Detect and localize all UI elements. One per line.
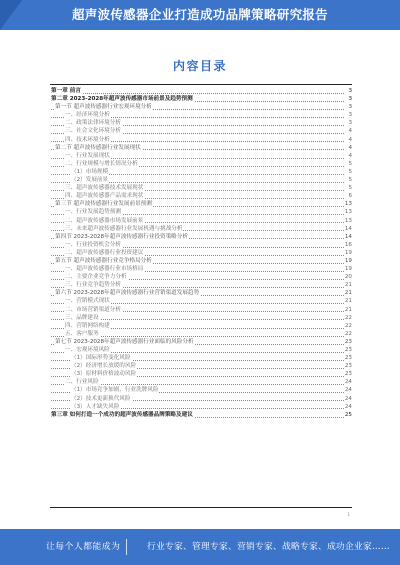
toc-entry-page: 3 (348, 96, 352, 103)
toc-entry-page: 3 (348, 112, 352, 119)
toc-entry-label: 二、行业风险 (65, 379, 99, 386)
toc-entry-label: 一、行业投资机会分析 (65, 241, 121, 248)
toc-entry[interactable] (51, 208, 352, 216)
toc-entry-page: 5 (348, 185, 352, 192)
toc-entry-page: 5 (348, 177, 352, 184)
toc-entry-label: （1）市场规模 (71, 168, 109, 175)
toc-entry[interactable] (51, 281, 352, 289)
toc-entry[interactable] (51, 127, 352, 135)
toc-entry-page: 4 (348, 136, 352, 143)
report-footer-banner (0, 529, 400, 565)
footer-slogan-right: 行业专家、管理专家、营销专家、战略专家、成功企业家…… (147, 542, 390, 552)
toc-entry[interactable] (51, 265, 352, 273)
toc-entry[interactable] (51, 378, 352, 386)
toc-entry-label: 第三节 超声波传感器行业发展前景预测 (55, 201, 152, 208)
toc-entry-label: 二、超声波传感器行业投资建议 (65, 249, 144, 256)
report-header-banner (0, 0, 400, 30)
toc-entry[interactable] (51, 257, 352, 265)
toc-entry-page: 16 (344, 241, 352, 248)
toc-entry-label: （1）市场竞争加剧、行业洗牌风险 (71, 387, 159, 394)
toc-entry[interactable] (51, 370, 352, 378)
toc-entry-page: 6 (348, 193, 352, 200)
toc-entry[interactable] (51, 354, 352, 362)
toc-entry-label: 一、宏观环境风险 (65, 347, 110, 353)
toc-entry-page: 25 (344, 411, 352, 418)
toc-entry-page: 22 (344, 330, 352, 337)
toc-entry[interactable] (51, 225, 352, 233)
toc-entry-label: 第五节 超声波传感器行业竞争格局分析 (55, 257, 152, 264)
toc-entry[interactable] (51, 386, 352, 394)
toc-entry-label: 第三章 如何打造一个成功的超声波传感器品牌策略及建议 (51, 411, 193, 418)
toc-entry-page: 24 (344, 387, 352, 394)
toc-entry[interactable] (51, 103, 352, 111)
toc-entry-label: 第七节 2023-2028年超声波传感器行业面临的风险分析 (55, 338, 194, 345)
toc-entry-label: 一、经济环境分析 (65, 112, 110, 119)
toc-entry-page: 22 (344, 314, 352, 321)
toc-entry[interactable] (51, 152, 352, 160)
toc-entry[interactable] (51, 322, 352, 330)
toc-entry-label: 第二章 2023-2028年超声波传感器市场前景及趋势预测 (51, 96, 193, 103)
toc-entry-label: 第二节 超声波传感器行业发展现状 (55, 144, 141, 151)
toc-entry[interactable] (51, 403, 352, 411)
toc-entry[interactable] (51, 306, 352, 314)
toc-entry[interactable] (51, 160, 352, 168)
toc-entry[interactable] (51, 119, 352, 127)
toc-top-divider (50, 84, 352, 85)
toc-entry[interactable] (51, 241, 352, 249)
toc-entry[interactable] (51, 95, 352, 103)
toc-entry-label: 二、行业规模与增长情况分析 (65, 160, 138, 167)
toc-entry[interactable] (51, 184, 352, 192)
page-number: 1 (347, 512, 350, 517)
toc-entry-label: （1）国际形势变化风险 (71, 355, 131, 362)
toc-entry[interactable] (51, 330, 352, 338)
toc-bottom-divider (50, 507, 352, 508)
toc-entry-page: 24 (344, 379, 352, 386)
report-title: 超声波传感器企业打造成功品牌策略研究报告 (71, 7, 328, 22)
toc-entry[interactable] (51, 168, 352, 176)
toc-entry-page: 5 (348, 168, 352, 175)
toc-entry-page: 21 (344, 306, 352, 313)
toc-entry-page: 21 (344, 282, 352, 289)
footer-slogan-left: 让每个人都能成为 (46, 542, 121, 552)
toc-entry[interactable] (51, 176, 352, 184)
toc-entry-label: 三、行业竞争趋势分析 (65, 282, 121, 289)
toc-leader-dots (51, 93, 344, 94)
toc-entry[interactable] (51, 136, 352, 144)
toc-entry-page: 23 (344, 338, 352, 345)
toc-entry-label: 三、社会文化环境分析 (65, 128, 121, 135)
toc-entry-label: 四、超声波传感器产品需求现状 (65, 193, 144, 200)
toc-entry-page: 5 (348, 160, 352, 167)
toc-entry-label: 四、技术环境分析 (65, 136, 110, 143)
toc-entry-label: 一、超声波传感器行业市场格局 (65, 266, 144, 273)
toc-entry[interactable] (51, 338, 352, 346)
toc-entry[interactable] (51, 192, 352, 200)
toc-entry-page: 24 (344, 403, 352, 410)
toc-entry-label: 二、主要企业竞争力分析 (65, 274, 127, 281)
toc-entry-label: 四、营销网络构建 (65, 322, 110, 329)
toc-entry[interactable] (51, 289, 352, 297)
toc-entry[interactable] (51, 217, 352, 225)
toc-entry-label: 三、未来超声波传感器行业发展机遇与挑战分析 (65, 225, 183, 232)
toc-entry-page: 19 (344, 257, 352, 264)
toc-entry-label: 第四节 2023-2028年超声波传感器行业投资策略分析 (55, 233, 188, 240)
toc-entry-page: 23 (344, 347, 352, 353)
toc-entry-page: 3 (348, 120, 352, 127)
toc-entry[interactable] (51, 346, 352, 354)
toc-entry-label: 第六节 2023-2028年超声波传感器行业营销渠道发展趋势 (55, 290, 200, 297)
toc-entry-label: 三、超声波传感器技术发展现状 (65, 185, 144, 192)
toc-entry-page: 19 (344, 266, 352, 273)
toc-entry[interactable] (51, 144, 352, 152)
toc-entry-label: 二、超声波传感器市场发展前景 (65, 217, 144, 224)
toc-entry-page: 4 (348, 144, 352, 151)
toc-entry-page: 13 (344, 217, 352, 224)
toc-entry-label: 二、市场营销渠道分析 (65, 306, 121, 313)
toc-entry-page: 14 (344, 225, 352, 232)
toc-entry[interactable] (51, 249, 352, 257)
toc-entry-page: 19 (344, 249, 352, 256)
toc-entry-page: 14 (344, 233, 352, 240)
toc-entry-page: 23 (344, 371, 352, 378)
toc-entry[interactable] (51, 111, 352, 119)
toc-entry-page: 20 (344, 274, 352, 281)
toc-entry-page: 4 (348, 128, 352, 135)
toc-entry-page: 3 (348, 104, 352, 111)
toc-entry[interactable] (51, 297, 352, 305)
toc-entry-label: （2）技术更新换代风险 (71, 395, 131, 402)
toc-entry[interactable] (51, 87, 352, 95)
toc-entry-page: 21 (344, 298, 352, 305)
toc-entry-label: 二、政策法律环境分析 (65, 120, 121, 127)
toc-entry-label: （3）原材料价格波动风险 (71, 371, 137, 378)
toc-entry-label: 三、品牌建设 (65, 314, 99, 321)
toc-heading: 内容目录 (172, 59, 227, 73)
toc-entry-label: 第一节 超声波传感器行业宏观环境分析 (55, 104, 152, 111)
toc-entry[interactable] (51, 314, 352, 322)
footer-divider (126, 539, 127, 555)
toc-entry-page: 21 (344, 290, 352, 297)
toc-entry-label: 五、客户服务 (65, 330, 99, 337)
toc-entry-label: 一、营销模式现状 (65, 298, 110, 305)
toc-entry-label: （2）经济增长放缓的风险 (71, 363, 137, 370)
toc-entry-label: （2）发展前景 (71, 177, 109, 184)
toc-entry-page: 3 (348, 88, 352, 94)
toc-entry-page: 23 (344, 355, 352, 362)
toc-entry-page: 13 (344, 201, 352, 208)
toc-entry[interactable] (51, 273, 352, 281)
toc-entry[interactable] (51, 411, 352, 419)
toc-entry[interactable] (51, 200, 352, 208)
toc-entry[interactable] (51, 395, 352, 403)
toc-entry-label: 一、行业发展趋势预测 (65, 209, 121, 216)
toc-entry-page: 23 (344, 363, 352, 370)
toc-entry-label: 一、行业发展现状 (65, 152, 110, 159)
toc-entry[interactable] (51, 233, 352, 241)
toc-entry-label: （3）人才缺失风险 (71, 403, 120, 410)
table-of-contents (51, 87, 352, 419)
toc-entry-label: 第一章 前言 (51, 88, 81, 94)
toc-entry-page: 4 (348, 152, 352, 159)
toc-entry-page: 24 (344, 395, 352, 402)
toc-entry-page: 22 (344, 322, 352, 329)
toc-entry-page: 13 (344, 209, 352, 216)
toc-entry[interactable] (51, 362, 352, 370)
